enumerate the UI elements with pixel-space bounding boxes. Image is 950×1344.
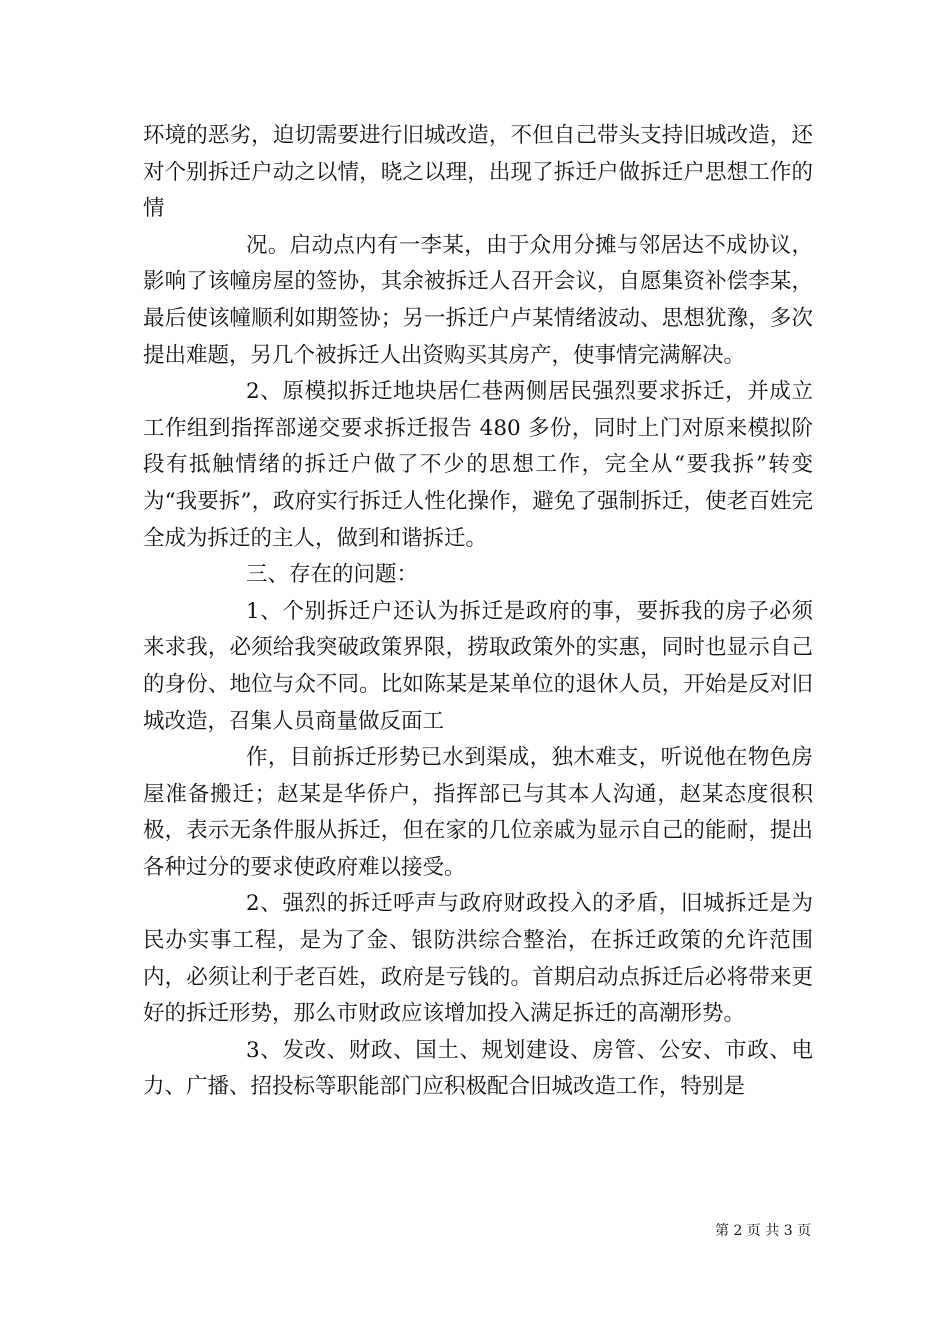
page-number-footer: 第 2 页 共 3 页 <box>715 1223 812 1239</box>
paragraph-7: 3、发改、财政、国土、规划建设、房管、公安、市政、电力、广播、招投标等职能部门应积极配合旧城改造工作，特别是 <box>143 1037 813 1100</box>
document-body <box>143 118 813 1106</box>
paragraph-3: 2、原模拟拆迁地块居仁巷两侧居民强烈要求拆迁，并成立工作组到指挥部递交要求拆迁报告 480 多份，同时上门对原来模拟阶段有抵触情绪的拆迁户做了不少的思想工作，完全从“要我拆”转变为“我要拆”，政府实行拆迁人性化操作，避免了强制拆迁，使老百姓完全成为拆迁的主人，做到和谐拆迁。 <box>143 379 813 551</box>
paragraph-1: 环境的恶劣，迫切需要进行旧城改造，不但自己带头支持旧城改造，还对个别拆迁户动之以情，晓之以理，出现了拆迁户做拆迁户思想工作的情 <box>143 123 813 222</box>
paragraph-2: 况。启动点内有一李某，由于众用分摊与邻居达不成协议，影响了该幢房屋的签协，其余被拆迁人召开会议，自愿集资补偿李某，最后使该幢顺利如期签协；另一拆迁户卢某情绪波动、思想犹豫，多次提出难题，另几个被拆迁人出资购买其房产，使事情完满解决。 <box>143 232 813 368</box>
paragraph-5: 作，目前拆迁形势已水到渠成，独木难支，听说他在物色房屋准备搬迁；赵某是华侨户，指挥部已与其本人沟通，赵某态度很积极，表示无条件服从拆迁，但在家的几位亲戚为显示自己的能耐，提出各种过分的要求使政府难以接受。 <box>143 745 813 880</box>
paragraph-4: 1、个别拆迁户还认为拆迁是政府的事，要拆我的房子必须来求我，必须给我突破政策界限，捞取政策外的实惠，同时也显示自己的身份、地位与众不同。比如陈某是某单位的退休人员，开始是反对旧城改造，召集人员商量做反面工 <box>143 598 813 734</box>
paragraph-6: 2、强烈的拆迁呼声与政府财政投入的矛盾，旧城拆迁是为民办实事工程，是为了金、银防洪综合整治，在拆迁政策的允许范围内，必须让利于老百姓，政府是亏钱的。首期启动点拆迁后必将带来更好的拆迁形势，那么市财政应该增加投入满足拆迁的高潮形势。 <box>143 891 813 1027</box>
section-heading: 三、存在的问题： <box>246 562 419 588</box>
